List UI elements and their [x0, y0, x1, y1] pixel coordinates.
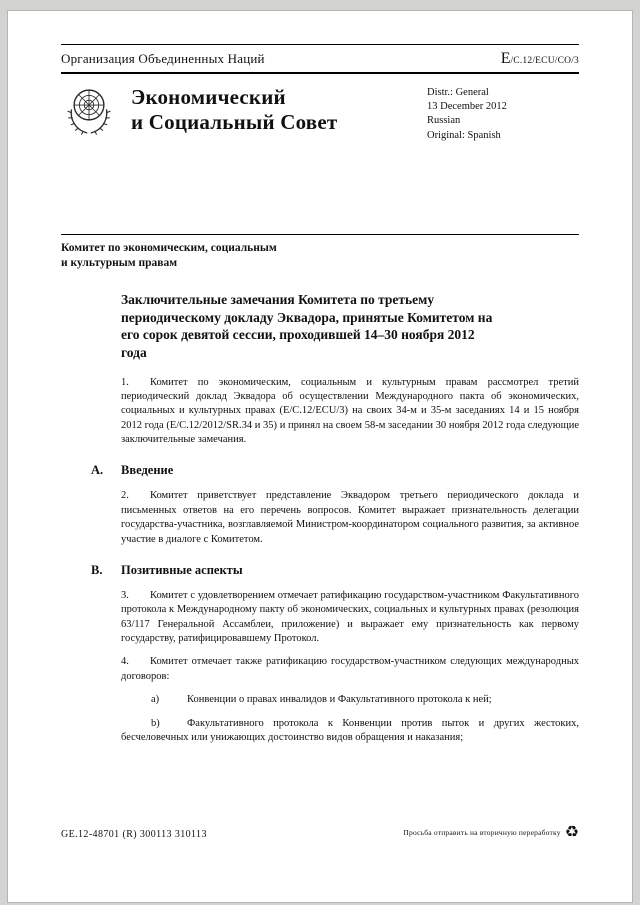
section-a-label: A. — [91, 463, 104, 478]
committee-name-line1: Комитет по экономическим, социальным — [61, 242, 277, 254]
paragraph-1 — [121, 376, 579, 448]
committee-name — [61, 241, 579, 271]
paragraph-1-text: Комитет по экономическим, социальным и культурным правам рассмотрел третий периодический доклад Эквадора об осуществлении Международного пакта об экономических, социальных и культурных правах (E/C.12/ECU/3) на своих 34-м и 35-м заседаниях 14 и 15 ноября 2012 года (E/C.12/2012/SR.34 и 35) и принял на своем 58-м заседании 30 ноября 2012 года следующие заключительные замечания. — [121, 376, 579, 446]
document-page — [7, 10, 633, 903]
un-emblem-icon — [61, 83, 117, 146]
committee-name-line2: и культурным правам — [61, 257, 178, 270]
recycle-icon: ♻ — [564, 822, 579, 841]
document-header — [61, 45, 579, 72]
list-item-a-letter: a) — [151, 694, 160, 706]
list-item-b-letter: b) — [151, 717, 160, 729]
language-line: Russian — [427, 115, 461, 127]
section-b-label: B. — [91, 562, 103, 577]
distribution-block — [427, 83, 579, 146]
paragraph-2 — [121, 489, 579, 547]
paragraph-4-text: Комитет отмечает также ратификацию государством-участником следующих международных договоров: — [121, 656, 579, 682]
council-title-line1: Экономический — [131, 85, 286, 109]
recycle-notice — [403, 824, 579, 840]
document-reference: GE.12-48701 (R) 300113 310113 — [61, 829, 207, 840]
org-name: Организация Объединенных Наций — [61, 51, 265, 66]
paragraph-4-number: 4. — [121, 656, 129, 668]
distr-line: Distr.: General — [427, 87, 489, 98]
paragraph-2-text: Комитет приветствует представление Эквадором третьего периодического доклада и письменных ответов на его перечень вопросов. Комитет выражает признательность делегации государства-участника, возглавляемой Министром-координатором социального развития, за активное участие в диалоге с Комитетом. — [121, 490, 579, 545]
paragraph-3 — [121, 589, 579, 647]
header-bottom-rule — [61, 72, 579, 74]
list-item-b — [121, 717, 579, 746]
paragraph-4 — [121, 655, 579, 684]
list-item-b-text: Факультативного протокола к Конвенции против пыток и других жестоких, бесчеловечных или унижающих достоинство видов обращения и наказания; — [121, 717, 579, 743]
document-symbol-prefix: E — [500, 50, 511, 67]
section-heading-a — [91, 463, 579, 478]
section-heading-b — [91, 563, 579, 578]
council-title — [131, 83, 337, 146]
section-a-title: Введение — [121, 463, 174, 478]
list-item-a — [121, 693, 579, 707]
paragraph-1-number: 1. — [121, 376, 129, 388]
recycle-note-text: Просьба отправить на вторичную переработку — [403, 827, 561, 837]
list-item-a-text: Конвенции о правах инвалидов и Факультативного протокола к ней; — [187, 694, 492, 706]
page-footer — [61, 824, 579, 840]
section-b-title: Позитивные аспекты — [121, 562, 243, 577]
date-line: 13 December 2012 — [427, 101, 507, 113]
paragraph-2-number: 2. — [121, 490, 129, 502]
paragraph-3-number: 3. — [121, 589, 129, 601]
masthead — [61, 83, 579, 146]
document-title: Заключительные замечания Комитета по третьему периодическому докладу Эквадора, принятые Комитетом на его сорок девятой сессии, проходившей 14–30 ноября 2012 года — [121, 292, 493, 360]
document-symbol — [501, 50, 579, 68]
council-title-line2: и Социальный Совет — [131, 109, 338, 134]
section-divider-rule — [61, 234, 579, 235]
document-symbol-suffix: /C.12/ECU/CO/3 — [510, 56, 579, 66]
original-language-line: Original: Spanish — [427, 129, 501, 141]
paragraph-3-text: Комитет с удовлетворением отмечает ратификацию государством-участником Факультативного протокола к Международному пакту об экономических, социальных и культурных правах (резолюция 63/117 Генеральной Ассамблеи, приложение) и выражает ему признательность как первому государству, ратифицировавшему Протокол. — [121, 589, 579, 645]
